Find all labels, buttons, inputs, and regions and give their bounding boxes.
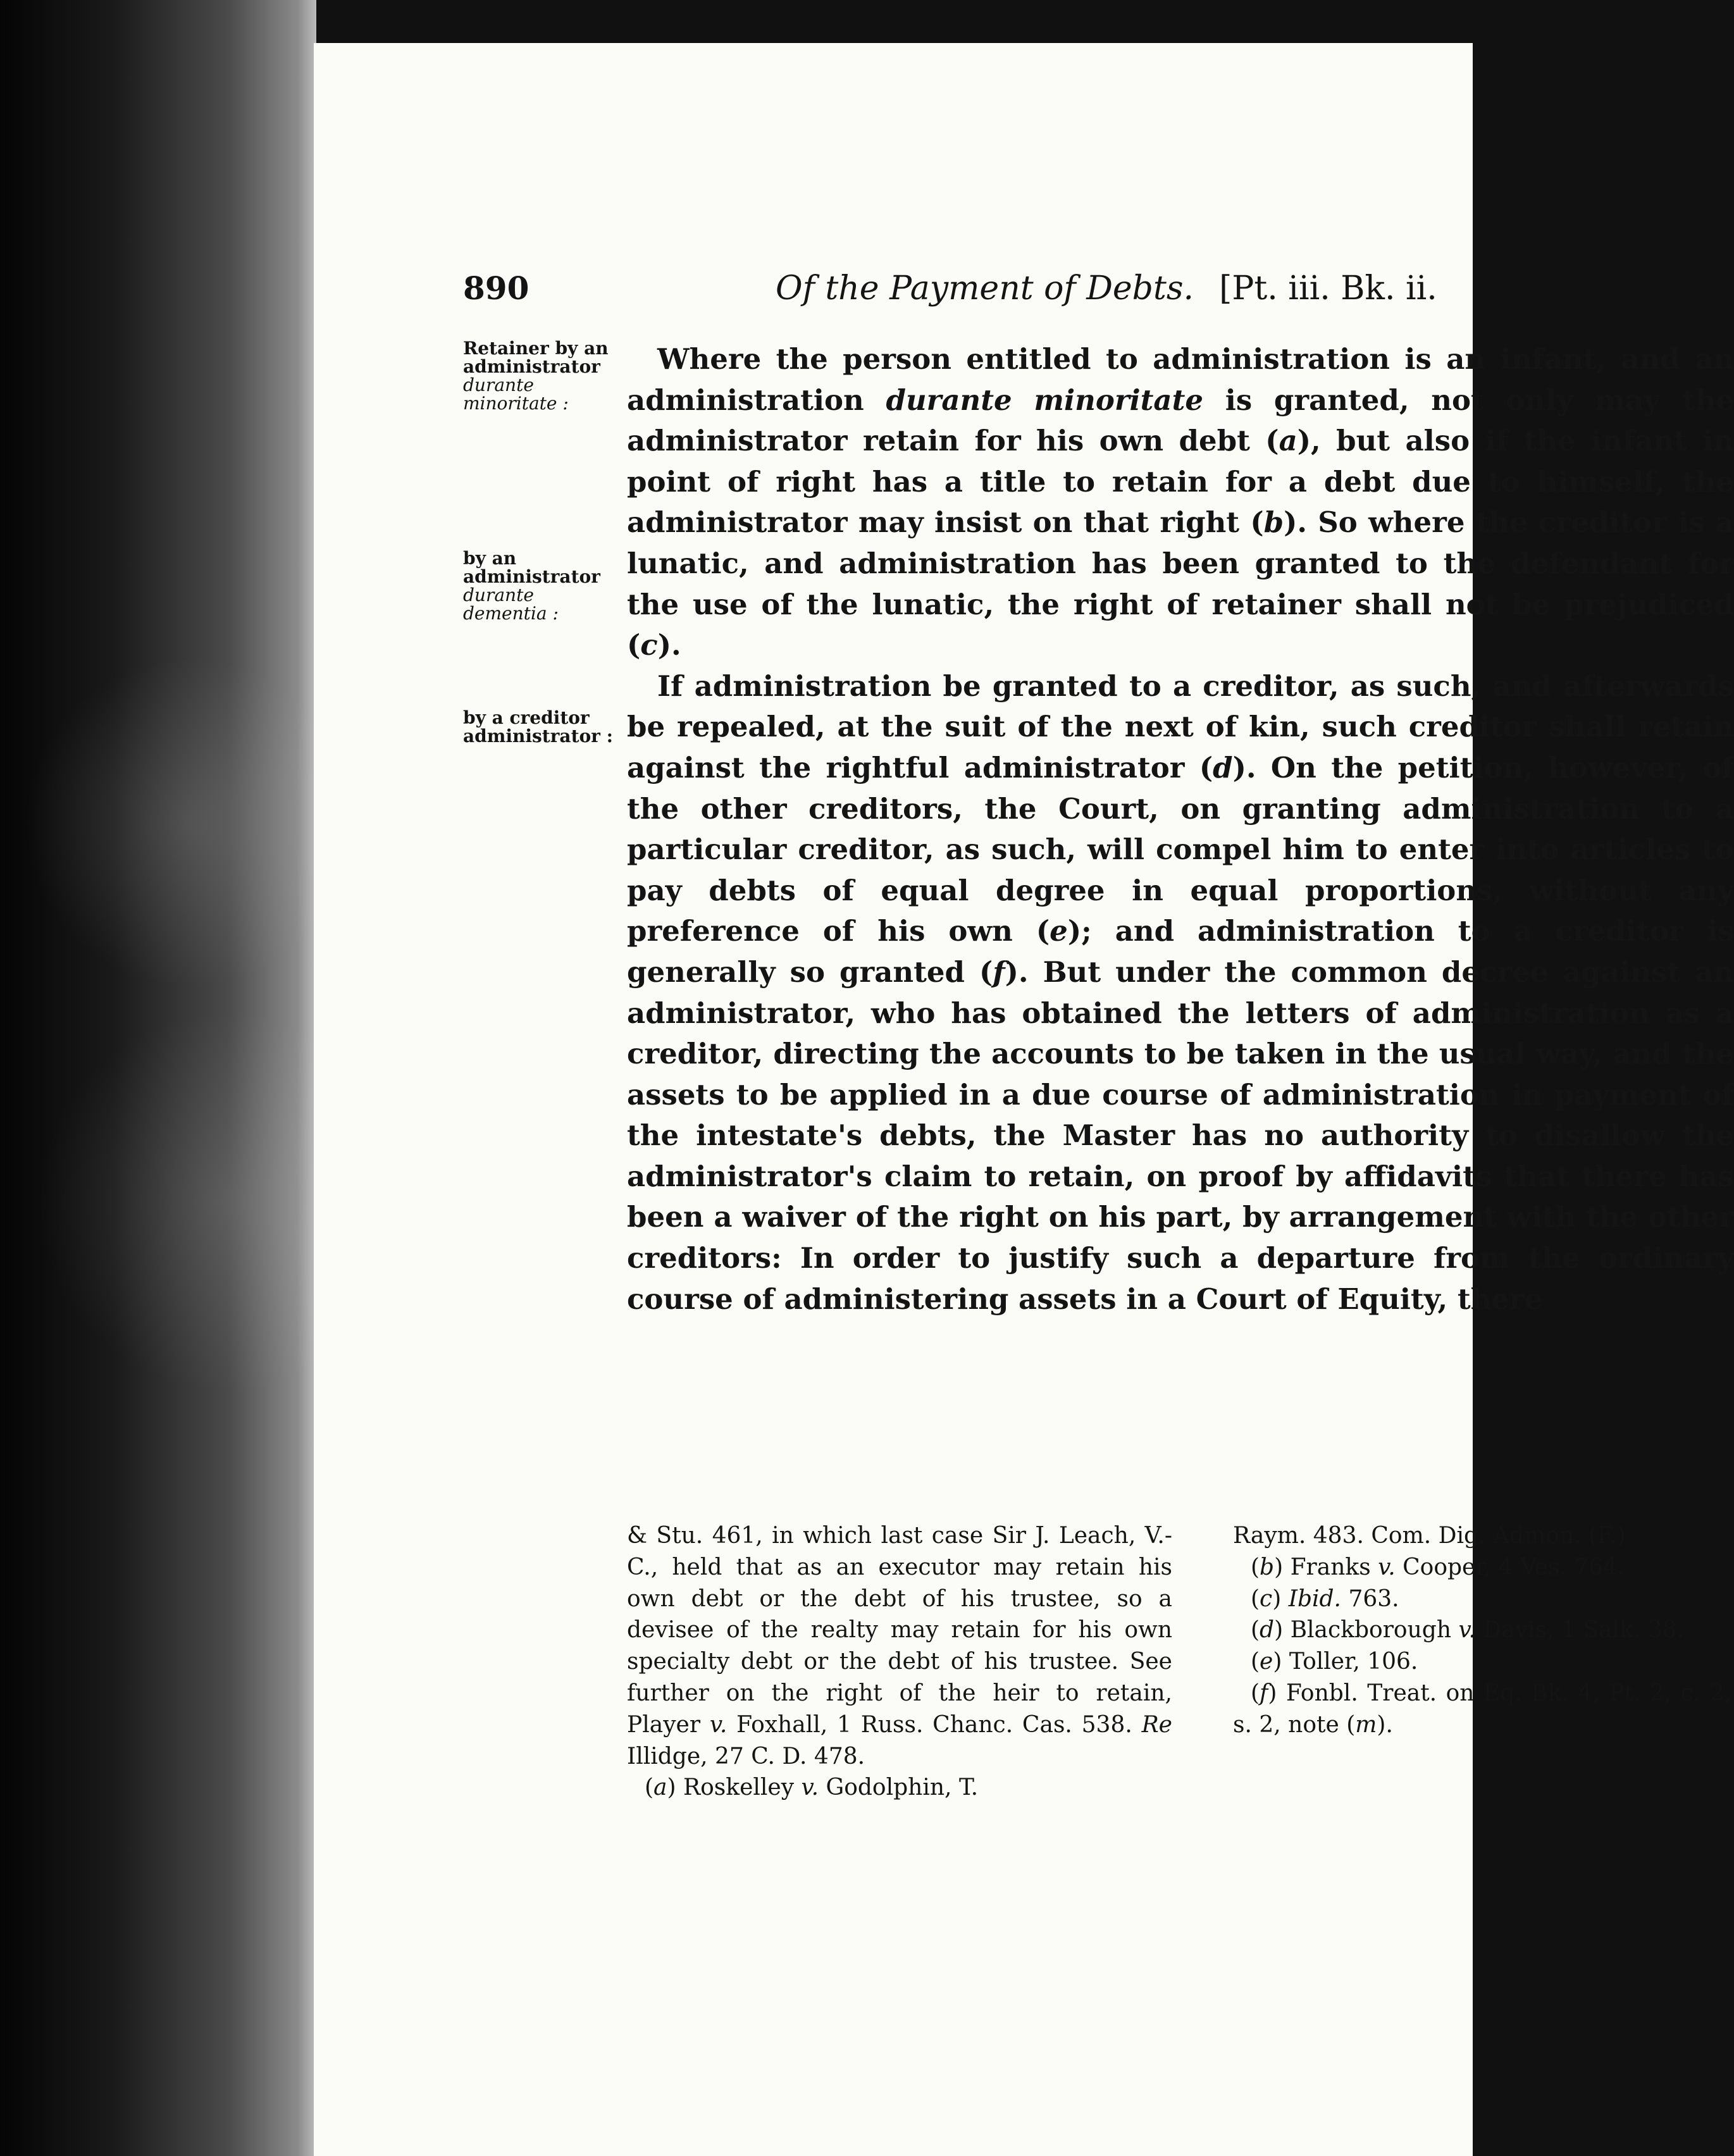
side-note-creditor-administrator: by a creditor administrator : [463, 707, 614, 747]
footnotes-left-column [627, 1520, 1172, 1804]
paragraph-retainer: Where the person entitled to administration is an infant, and an administration durante minoritate is granted, not only may the administrator retain for his own debt (a), but also if the infant in point of right has a title to retain for a debt due to himself, the administrator may insist on that right (b). So where the creditor is a lunatic, and administration has been granted to the defendant for the use of the lunatic, the right of retainer shall not be prejudiced (c). [627, 342, 1734, 662]
footnote-continuation: & Stu. 461, in which last case Sir J. Leach, V.-C., held that as an executor may retain his own debt or the debt of his trustee, so a devisee of the realty may retain for his own specialty debt or the debt of his trustee. See further on the right of the heir to retain, Player v. Foxhall, 1 Russ. Chanc. Cas. 538. Re Illidge, 27 C. D. 478. [627, 1523, 1172, 1769]
footnote-e: (e) Toller, 106. [1251, 1649, 1418, 1675]
footnote-f: (f) Fonbl. Treat. on Eq. Bk. 4, Pt. 2, c. 2, s. 2, note (m). [1233, 1680, 1731, 1738]
footnotes-right-column [1233, 1520, 1731, 1741]
page-number: 890 [463, 270, 529, 307]
footnote-a: (a) Roskelley v. Godolphin, T. [645, 1775, 979, 1801]
footnote-b: (b) Franks v. Cooper, 4 Ves. 764. [1251, 1554, 1625, 1580]
book-page [314, 43, 1734, 2156]
footnote-c: (c) Ibid. 763. [1251, 1585, 1399, 1612]
part-reference: [Pt. iii. Bk. ii. [1219, 270, 1437, 307]
running-title: Of the Payment of Debts. [776, 270, 1194, 307]
scan-dark-edge [0, 0, 316, 2156]
body-text [627, 339, 1734, 1320]
footnote-a-continuation: Raym. 483. Com. Dig. Admon. (F.) [1233, 1523, 1626, 1549]
side-note-dementia: by an administrator durante dementia : [463, 548, 600, 624]
footnote-d: (d) Blackborough v. Davis, 1 Salk. 38. [1251, 1617, 1684, 1644]
side-note-retainer-minoritate: Retainer by an administrator durante minoritate : [463, 338, 609, 414]
paragraph-creditor: If administration be granted to a creditor, as such, and afterwards be repealed, at the suit of the next of kin, such creditor shall retain against the rightful administrator (d). On the petition, however, of the other creditors, the Court, on granting administration to a particular creditor, as such, will compel him to enter into articles to pay debts of equal degree in equal proportions, without any preference of his own (e); and administration to a creditor is generally so granted (f). But under the common decree against an administrator, who has obtained the letters of administration as a creditor, directing the accounts to be taken in the usual way, and the assets to be applied in a due course of administration in payment of the intestate's debts, the Master has no authority to disallow the administrator's claim to retain, on proof by affidavits that there has been a waiver of the right on his part, by arrangement with the other creditors: In order to justify such a departure from the ordinary course of administering assets in a Court of Equity, there [627, 669, 1734, 1316]
running-head [776, 270, 1437, 307]
